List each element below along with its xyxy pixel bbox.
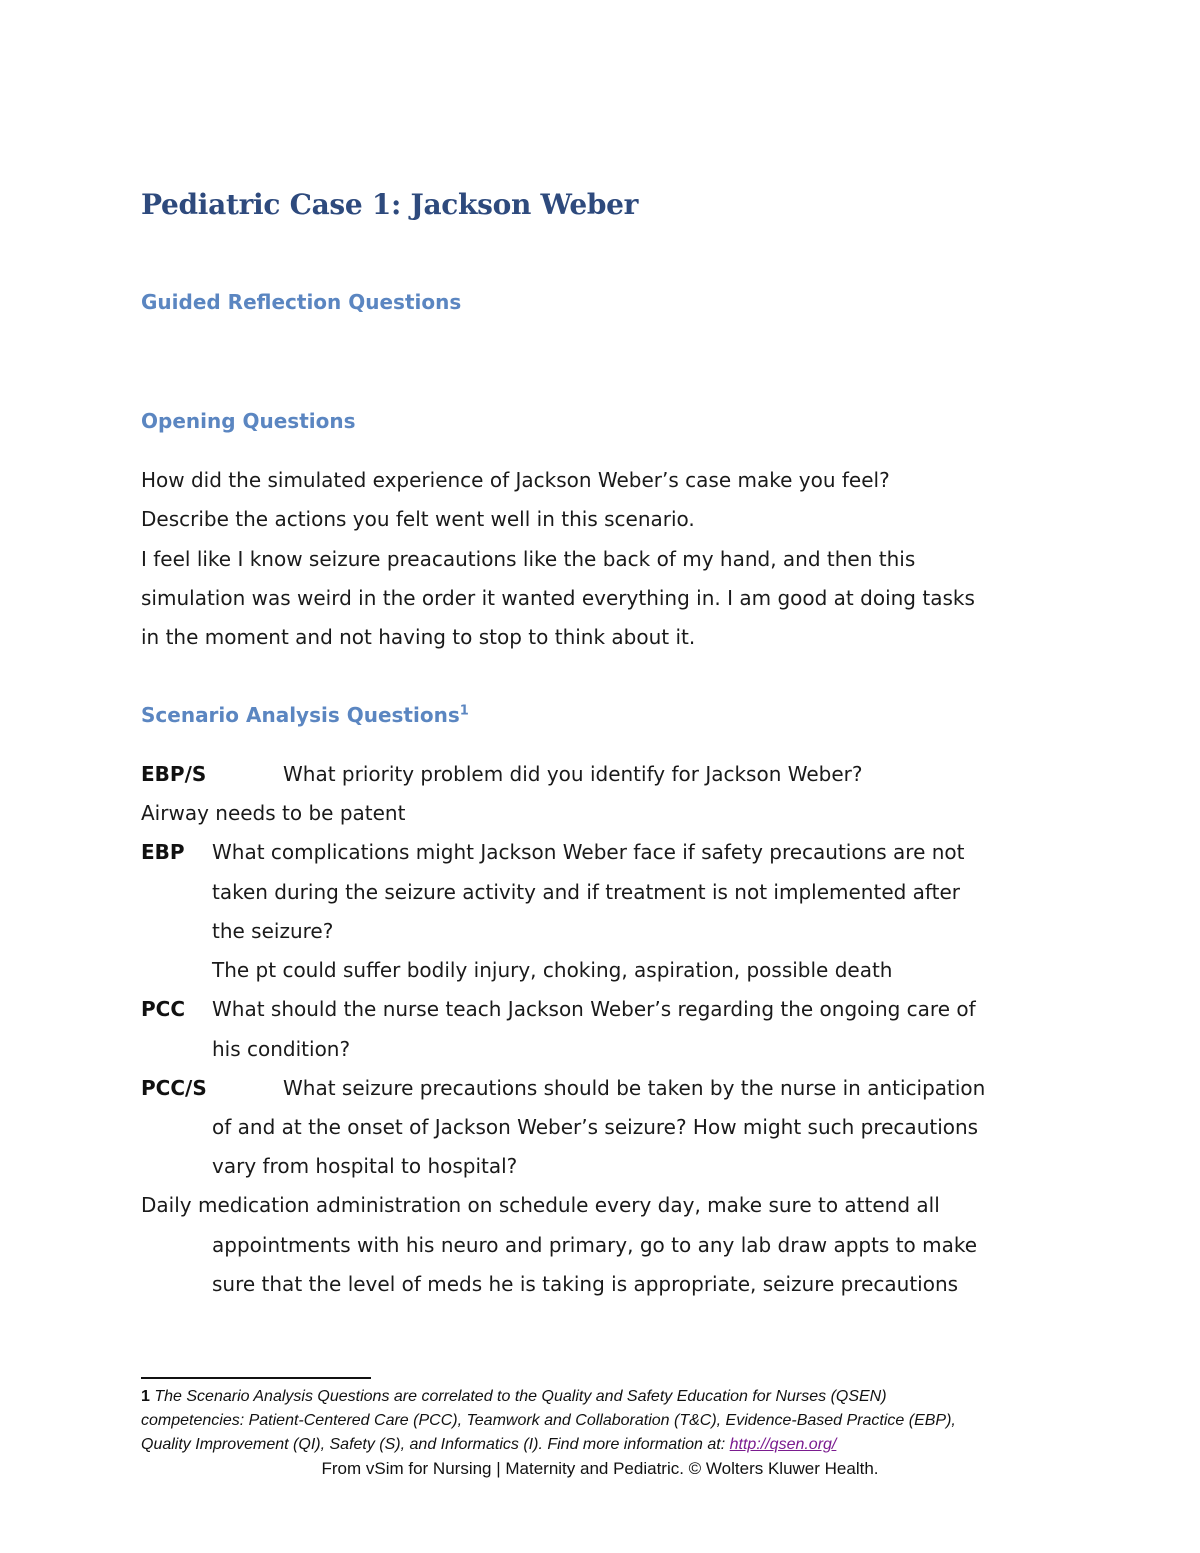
- q4-tag: PCC/S: [141, 1076, 207, 1100]
- footnote-reference: 1: [459, 703, 469, 719]
- footnote-line-1: [141, 1387, 887, 1407]
- q2-tag: EBP: [141, 840, 185, 864]
- q1-tag: EBP/S: [141, 762, 207, 786]
- q4-answer-line-2: appointments with his neuro and primary, go to any lab draw appts to make: [212, 1233, 978, 1257]
- q2-question-line-1: What complications might Jackson Weber face if safety precautions are not: [212, 840, 965, 864]
- q4-answer-line-3: sure that the level of meds he is taking is appropriate, seizure precautions: [212, 1272, 959, 1296]
- q2-question-line-2: taken during the seizure activity and if treatment is not implemented after: [212, 880, 960, 904]
- q4-question-line-3: vary from hospital to hospital?: [212, 1154, 518, 1178]
- footnote-number: 1: [141, 1388, 150, 1405]
- footnote-text-1: The Scenario Analysis Questions are correlated to the Quality and Safety Education for Nurses (QSEN): [154, 1388, 887, 1405]
- q2-question-line-3: the seizure?: [212, 919, 334, 943]
- q3-question-line-2: his condition?: [212, 1037, 351, 1061]
- footnote-line-2: competencies: Patient-Centered Care (PCC), Teamwork and Collaboration (T&C), Evidence-Based Practice (EBP),: [141, 1412, 956, 1429]
- opening-answer-line-3: in the moment and not having to stop to think about it.: [141, 625, 696, 649]
- q1-answer: Airway needs to be patent: [141, 801, 406, 825]
- q2-answer: The pt could suffer bodily injury, choking, aspiration, possible death: [212, 958, 893, 982]
- opening-question-2: Describe the actions you felt went well in this scenario.: [141, 507, 695, 531]
- footnote-separator: [141, 1377, 371, 1379]
- guided-reflection-heading: Guided Reflection Questions: [141, 290, 462, 314]
- q4-question-line-2: of and at the onset of Jackson Weber’s seizure? How might such precautions: [212, 1115, 979, 1139]
- footnote-line-3: [141, 1435, 836, 1455]
- opening-question-1: How did the simulated experience of Jackson Weber’s case make you feel?: [141, 468, 890, 492]
- scenario-analysis-heading-text: Scenario Analysis Questions: [141, 703, 460, 727]
- page-footer: From vSim for Nursing | Maternity and Pediatric. © Wolters Kluwer Health.: [321, 1459, 879, 1478]
- q3-question-line-1: What should the nurse teach Jackson Weber’s regarding the ongoing care of: [212, 997, 976, 1021]
- qsen-link[interactable]: http://qsen.org/: [729, 1436, 837, 1453]
- opening-questions-heading: Opening Questions: [141, 409, 356, 433]
- q4-answer-line-1: Daily medication administration on schedule every day, make sure to attend all: [141, 1193, 940, 1217]
- opening-answer-line-2: simulation was weird in the order it wanted everything in. I am good at doing tasks: [141, 586, 975, 610]
- q3-tag: PCC: [141, 997, 186, 1021]
- q1-question: What priority problem did you identify for Jackson Weber?: [283, 762, 863, 786]
- document-title: Pediatric Case 1: Jackson Weber: [141, 188, 639, 221]
- q4-question-line-1: What seizure precautions should be taken by the nurse in anticipation: [283, 1076, 986, 1100]
- footnote-text-3: Quality Improvement (QI), Safety (S), and Informatics (I). Find more information at:: [141, 1436, 726, 1453]
- opening-answer-line-1: I feel like I know seizure preacautions like the back of my hand, and then this: [141, 547, 916, 571]
- scenario-analysis-heading: [141, 703, 469, 727]
